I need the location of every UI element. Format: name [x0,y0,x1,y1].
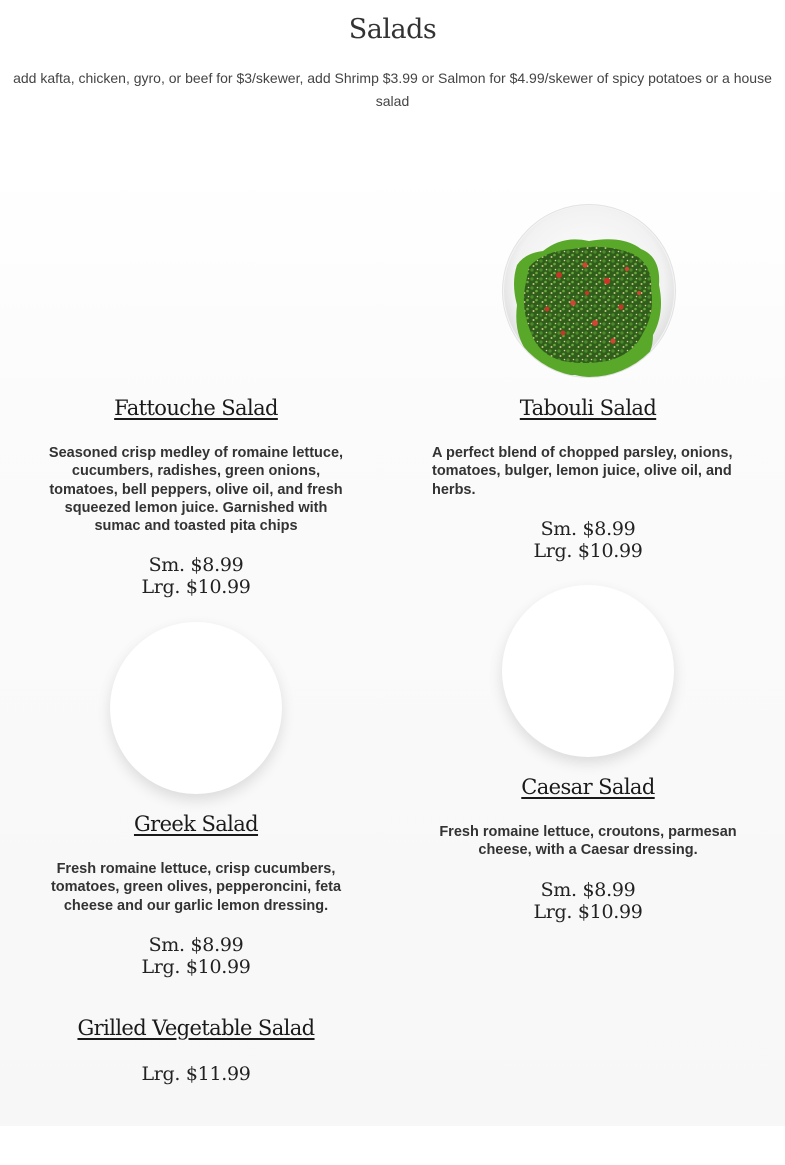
tabouli-salad-title[interactable]: Tabouli Salad [519,396,657,420]
caesar-salad-price-large: Lrg. $10.99 [533,901,643,923]
tabouli-salad-price-small: Sm. $8.99 [540,518,636,540]
caesar-salad-title[interactable]: Caesar Salad [521,775,655,799]
grilled-vegetable-salad-price-large: Lrg. $11.99 [141,1063,251,1085]
fattouche-salad-price-small: Sm. $8.99 [148,554,244,576]
greek-salad-image [110,622,282,794]
grilled-vegetable-salad-title[interactable]: Grilled Vegetable Salad [77,1016,315,1040]
page-subtitle: add kafta, chicken, gyro, or beef for $3/skewer, add Shrimp $3.99 or Salmon for $4.99/skewer of spicy potatoes or a house salad [13,70,772,109]
tabouli-salad-photo-icon [503,205,675,377]
fattouche-salad-title[interactable]: Fattouche Salad [114,396,278,420]
caesar-salad-price-small: Sm. $8.99 [540,879,636,901]
fattouche-salad-description: Seasoned crisp medley of romaine lettuce, cucumbers, radishes, green onions, tomatoes, bell peppers, olive oil, and fresh squeezed lemon juice. Garnished with sumac and toasted pita chips [48,445,344,535]
greek-salad-price-small: Sm. $8.99 [148,934,244,956]
tabouli-salad-description: A perfect blend of chopped parsley, onions, tomatoes, bulger, lemon juice, olive oil, and herbs. [432,445,733,498]
greek-salad-description: Fresh romaine lettuce, crisp cucumbers, tomatoes, green olives, pepperoncini, feta cheese and our garlic lemon dressing. [50,861,342,914]
caesar-salad-description: Fresh romaine lettuce, croutons, parmesan cheese, with a Caesar dressing. [439,824,737,859]
tabouli-salad-price-large: Lrg. $10.99 [533,540,643,562]
tabouli-salad-image [502,204,676,378]
caesar-salad-image [502,585,674,757]
greek-salad-price-large: Lrg. $10.99 [141,956,251,978]
fattouche-salad-price-large: Lrg. $10.99 [141,576,251,598]
page-title: Salads [348,14,437,45]
greek-salad-title[interactable]: Greek Salad [133,812,259,836]
